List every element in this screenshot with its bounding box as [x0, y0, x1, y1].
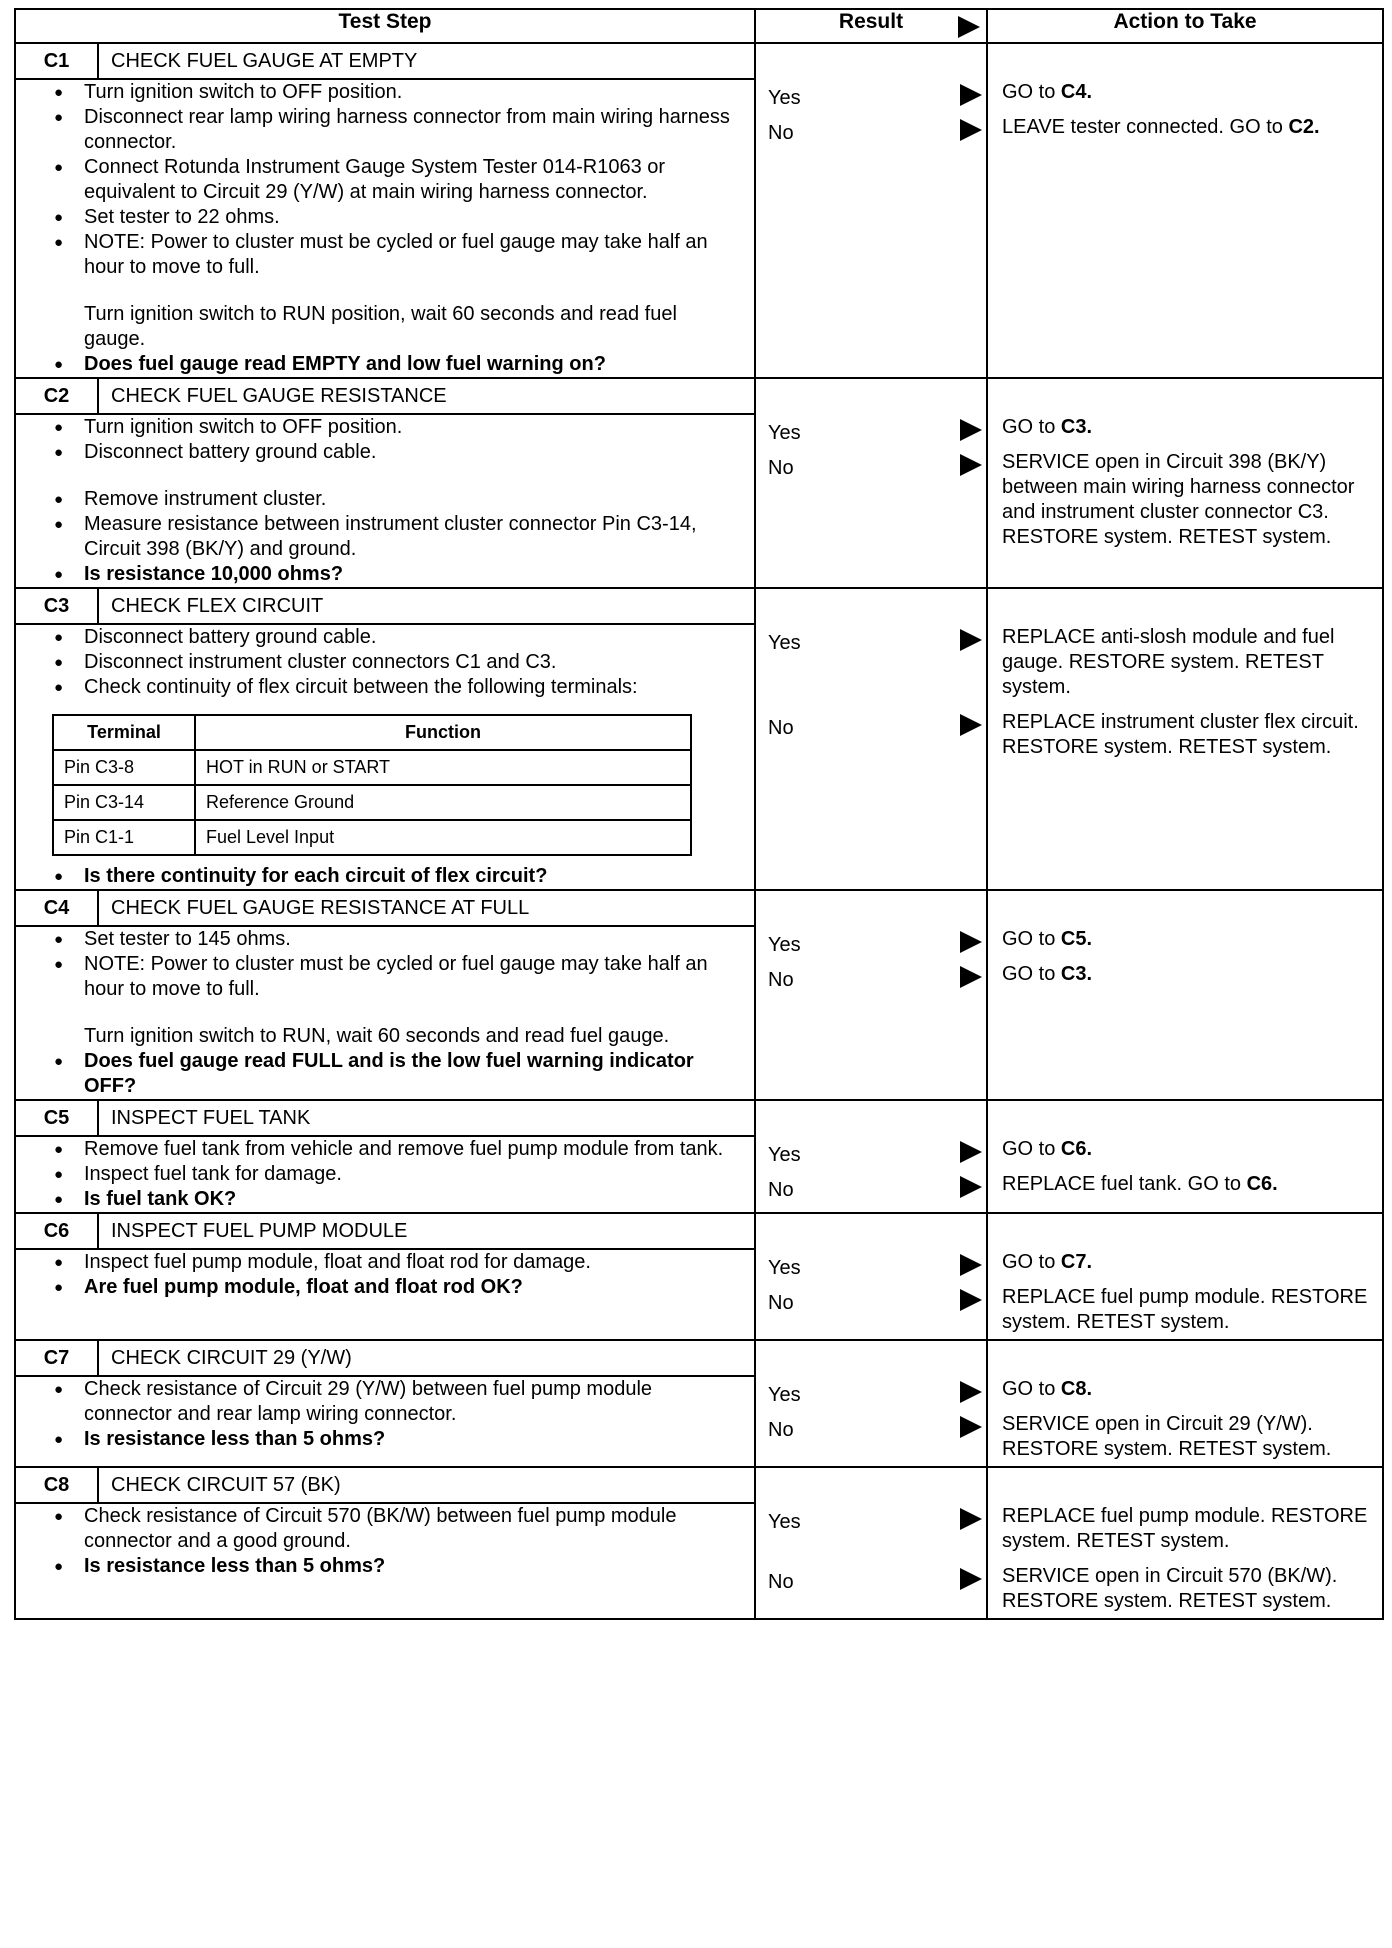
step-question: ● Is fuel tank OK? [54, 1187, 740, 1212]
step-bullet: ● Inspect fuel tank for damage. [54, 1162, 740, 1187]
action-punct: . [1086, 416, 1093, 438]
step-bullet: ● Disconnect instrument cluster connectors C1 and C3. [54, 650, 740, 675]
step-bullet: ● Inspect fuel pump module, float and float rod for damage. [54, 1250, 740, 1275]
terminal-function: Fuel Level Input [195, 820, 691, 855]
action-text: GO to [1002, 928, 1061, 950]
result-line [756, 1412, 986, 1447]
action-item [988, 921, 1382, 956]
terminal-pin: Pin C3-14 [53, 785, 195, 820]
step-bullet: ● Set tester to 145 ohms. [54, 927, 740, 952]
action-cell [987, 1100, 1383, 1213]
action-item [988, 1558, 1382, 1618]
action-text: GO to [1002, 963, 1061, 985]
result-label: No [768, 122, 794, 144]
action-text: REPLACE fuel pump module. RESTORE system. RETEST system. [1002, 1505, 1368, 1552]
action-item [988, 1244, 1382, 1279]
step-title: INSPECT FUEL PUMP MODULE [98, 1213, 755, 1249]
step-bullet: ● Disconnect battery ground cable. [54, 440, 740, 465]
step-bullet: ● Turn ignition switch to OFF position. [54, 80, 740, 105]
result-cell [755, 1100, 987, 1213]
step-question: ● Is there continuity for each circuit of flex circuit? [54, 864, 740, 889]
header-result-label: Result [838, 10, 904, 33]
arrow-right-icon [960, 454, 982, 476]
result-label: Yes [768, 1511, 801, 1533]
arrow-right-icon [960, 966, 982, 988]
step-header-row [15, 890, 1383, 926]
action-item [988, 1406, 1382, 1466]
action-text: REPLACE anti-slosh module and fuel gauge. RESTORE system. RETEST system. [1002, 626, 1335, 698]
result-label: Yes [768, 1257, 801, 1279]
result-line [756, 962, 986, 997]
arrow-right-icon [960, 1568, 982, 1590]
action-item [988, 1371, 1382, 1406]
result-line [756, 625, 986, 710]
action-item [988, 74, 1382, 109]
terminal-function: Reference Ground [195, 785, 691, 820]
arrow-right-icon [958, 16, 980, 38]
step-body [15, 79, 755, 378]
result-line [756, 1285, 986, 1320]
terminal-function: HOT in RUN or START [195, 750, 691, 785]
result-label: No [768, 1292, 794, 1314]
step-question: ● Does fuel gauge read FULL and is the low fuel warning indicator OFF? [54, 1049, 740, 1099]
step-bullet: ● Measure resistance between instrument cluster connector Pin C3-14, Circuit 398 (BK/Y) and ground. [54, 512, 740, 562]
action-text: SERVICE open in Circuit 398 (BK/Y) between main wiring harness connector and instrument cluster connector C3. RESTORE system. RETEST system. [1002, 451, 1355, 548]
arrow-right-icon [960, 1381, 982, 1403]
result-line [756, 1250, 986, 1285]
step-question-list [16, 864, 754, 889]
action-text: REPLACE fuel pump module. RESTORE system. RETEST system. [1002, 1286, 1368, 1333]
action-item [988, 1279, 1382, 1339]
step-bullet-list [16, 1137, 754, 1212]
arrow-right-icon [960, 629, 982, 651]
action-punct: . [1086, 81, 1093, 103]
result-cell [755, 378, 987, 588]
step-title: CHECK FUEL GAUGE AT EMPTY [98, 43, 755, 79]
result-label: Yes [768, 632, 801, 654]
step-code: C3 [15, 588, 98, 624]
action-cell [987, 1213, 1383, 1340]
arrow-right-icon [960, 1176, 982, 1198]
arrow-right-icon [960, 119, 982, 141]
result-line [756, 1504, 986, 1564]
result-line [756, 415, 986, 450]
arrow-right-icon [960, 1508, 982, 1530]
step-header-row [15, 43, 1383, 79]
test-procedure-table-container [14, 8, 1382, 1620]
action-text: GO to [1002, 1251, 1061, 1273]
action-cell [987, 1340, 1383, 1467]
step-bullet: ● Check resistance of Circuit 570 (BK/W) between fuel pump module connector and a good ground. [54, 1504, 740, 1554]
header-test-step: Test Step [15, 9, 755, 43]
terminal-table-heading: Function [195, 715, 691, 750]
step-body [15, 624, 755, 890]
terminal-pin: Pin C1-1 [53, 820, 195, 855]
action-step-ref: C7 [1060, 1251, 1087, 1273]
action-item [988, 1131, 1382, 1166]
action-text: GO to [1002, 1378, 1061, 1400]
step-bullet-list [16, 927, 754, 1099]
result-label: No [768, 457, 794, 479]
step-title: CHECK FUEL GAUGE RESISTANCE [98, 378, 755, 414]
action-item [988, 1498, 1382, 1558]
result-line [756, 80, 986, 115]
result-label: Yes [768, 1144, 801, 1166]
step-bullet: ● Disconnect rear lamp wiring harness connector from main wiring harness connector. [54, 105, 740, 155]
step-bullet: ● Check continuity of flex circuit between the following terminals: [54, 675, 740, 700]
action-step-ref: C5 [1060, 928, 1087, 950]
result-label: No [768, 1419, 794, 1441]
step-body [15, 1503, 755, 1619]
action-item [988, 704, 1382, 764]
action-item [988, 619, 1382, 704]
action-punct: . [1086, 1378, 1093, 1400]
step-question: ● Is resistance less than 5 ohms? [54, 1554, 740, 1579]
action-step-ref: C6 [1060, 1138, 1087, 1160]
result-cell [755, 1213, 987, 1340]
terminal-table [52, 714, 692, 856]
action-text: GO to [1002, 81, 1061, 103]
step-bullet-list [16, 1250, 754, 1300]
step-body [15, 926, 755, 1100]
step-question: ● Is resistance less than 5 ohms? [54, 1427, 740, 1452]
step-title: INSPECT FUEL TANK [98, 1100, 755, 1136]
arrow-right-icon [960, 1289, 982, 1311]
step-bullet-list [16, 80, 754, 377]
action-text: SERVICE open in Circuit 570 (BK/W). RESTORE system. RETEST system. [1002, 1565, 1338, 1612]
action-item [988, 444, 1382, 554]
test-procedure-table [14, 8, 1384, 1620]
action-step-ref: C6 [1246, 1173, 1273, 1195]
step-header-row [15, 1340, 1383, 1376]
step-bullet: ● NOTE: Power to cluster must be cycled or fuel gauge may take half an hour to move to full. [54, 952, 740, 1002]
action-item [988, 409, 1382, 444]
step-header-row [15, 588, 1383, 624]
action-step-ref: C4 [1060, 81, 1087, 103]
step-title: CHECK FLEX CIRCUIT [98, 588, 755, 624]
result-cell [755, 588, 987, 890]
result-cell [755, 43, 987, 378]
step-title: CHECK FUEL GAUGE RESISTANCE AT FULL [98, 890, 755, 926]
result-line [756, 1377, 986, 1412]
step-body [15, 1249, 755, 1340]
step-question: ● Does fuel gauge read EMPTY and low fuel warning on? [54, 352, 740, 377]
result-label: No [768, 1571, 794, 1593]
step-code: C6 [15, 1213, 98, 1249]
action-item [988, 109, 1382, 144]
step-bullet-list [16, 415, 754, 587]
result-line [756, 1564, 986, 1599]
step-question: ● Is resistance 10,000 ohms? [54, 562, 740, 587]
action-punct: . [1086, 1251, 1093, 1273]
result-label: No [768, 1179, 794, 1201]
step-header-row [15, 1467, 1383, 1503]
arrow-right-icon [960, 1141, 982, 1163]
terminal-table-row [53, 820, 691, 855]
step-bullet: ● Turn ignition switch to OFF position. [54, 415, 740, 440]
result-line [756, 1172, 986, 1207]
result-line [756, 450, 986, 485]
step-bullet: ● NOTE: Power to cluster must be cycled or fuel gauge may take half an hour to move to full. [54, 230, 740, 280]
result-label: Yes [768, 422, 801, 444]
terminal-pin: Pin C3-8 [53, 750, 195, 785]
result-label: Yes [768, 1384, 801, 1406]
arrow-right-icon [960, 419, 982, 441]
result-cell [755, 1467, 987, 1619]
step-code: C5 [15, 1100, 98, 1136]
action-cell [987, 588, 1383, 890]
step-body [15, 1136, 755, 1213]
step-question: ● Are fuel pump module, float and float rod OK? [54, 1275, 740, 1300]
table-body [15, 43, 1383, 1619]
action-punct: . [1272, 1173, 1278, 1195]
result-label: No [768, 969, 794, 991]
terminal-table-heading: Terminal [53, 715, 195, 750]
action-cell [987, 378, 1383, 588]
step-bullet-list [16, 1377, 754, 1452]
action-step-ref: C2 [1288, 116, 1315, 138]
step-body [15, 1376, 755, 1467]
action-cell [987, 43, 1383, 378]
arrow-right-icon [960, 1416, 982, 1438]
action-text: REPLACE instrument cluster flex circuit. RESTORE system. RETEST system. [1002, 711, 1359, 758]
step-bullet-list [16, 1504, 754, 1579]
action-item [988, 1166, 1382, 1201]
step-code: C8 [15, 1467, 98, 1503]
step-body [15, 414, 755, 588]
arrow-right-icon [960, 1254, 982, 1276]
step-note: Turn ignition switch to RUN position, wait 60 seconds and read fuel gauge. [84, 303, 677, 350]
action-cell [987, 890, 1383, 1100]
terminal-table-row [53, 785, 691, 820]
step-header-row [15, 1100, 1383, 1136]
result-label: Yes [768, 87, 801, 109]
step-note: Turn ignition switch to RUN, wait 60 seconds and read fuel gauge. [84, 1025, 670, 1047]
action-text: REPLACE fuel tank. GO to [1002, 1173, 1247, 1195]
step-bullet-list [16, 625, 754, 700]
action-punct: . [1086, 963, 1093, 985]
result-cell [755, 890, 987, 1100]
step-code: C4 [15, 890, 98, 926]
action-step-ref: C3 [1060, 416, 1087, 438]
action-punct: . [1086, 1138, 1093, 1160]
step-code: C1 [15, 43, 98, 79]
result-line [756, 1137, 986, 1172]
step-code: C2 [15, 378, 98, 414]
action-punct: . [1086, 928, 1093, 950]
action-text: SERVICE open in Circuit 29 (Y/W). RESTORE system. RETEST system. [1002, 1413, 1332, 1460]
terminal-table-row [53, 750, 691, 785]
header-action: Action to Take [987, 9, 1383, 43]
step-title: CHECK CIRCUIT 29 (Y/W) [98, 1340, 755, 1376]
result-line [756, 710, 986, 745]
arrow-right-icon [960, 931, 982, 953]
action-text: LEAVE tester connected. GO to [1002, 116, 1289, 138]
action-item [988, 956, 1382, 991]
action-step-ref: C3 [1060, 963, 1087, 985]
step-bullet: ● Connect Rotunda Instrument Gauge System Tester 014-R1063 or equivalent to Circuit 29 (Y/W) at main wiring harness connector. [54, 155, 740, 205]
action-text: GO to [1002, 416, 1061, 438]
arrow-right-icon [960, 714, 982, 736]
header-result [755, 9, 987, 43]
step-bullet: ● Check resistance of Circuit 29 (Y/W) between fuel pump module connector and rear lamp wiring connector. [54, 1377, 740, 1427]
result-label: Yes [768, 934, 801, 956]
step-code: C7 [15, 1340, 98, 1376]
step-title: CHECK CIRCUIT 57 (BK) [98, 1467, 755, 1503]
action-step-ref: C8 [1060, 1378, 1087, 1400]
step-bullet: ● Set tester to 22 ohms. [54, 205, 740, 230]
step-bullet: ● Remove fuel tank from vehicle and remove fuel pump module from tank. [54, 1137, 740, 1162]
header-row [15, 9, 1383, 43]
step-header-row [15, 378, 1383, 414]
result-line [756, 115, 986, 150]
result-line [756, 927, 986, 962]
action-punct: . [1314, 116, 1320, 138]
action-cell [987, 1467, 1383, 1619]
result-cell [755, 1340, 987, 1467]
step-bullet: ● Remove instrument cluster. [54, 487, 740, 512]
step-bullet: ● Disconnect battery ground cable. [54, 625, 740, 650]
action-text: GO to [1002, 1138, 1061, 1160]
arrow-right-icon [960, 84, 982, 106]
terminal-table-header [53, 715, 691, 750]
result-label: No [768, 717, 794, 739]
step-header-row [15, 1213, 1383, 1249]
